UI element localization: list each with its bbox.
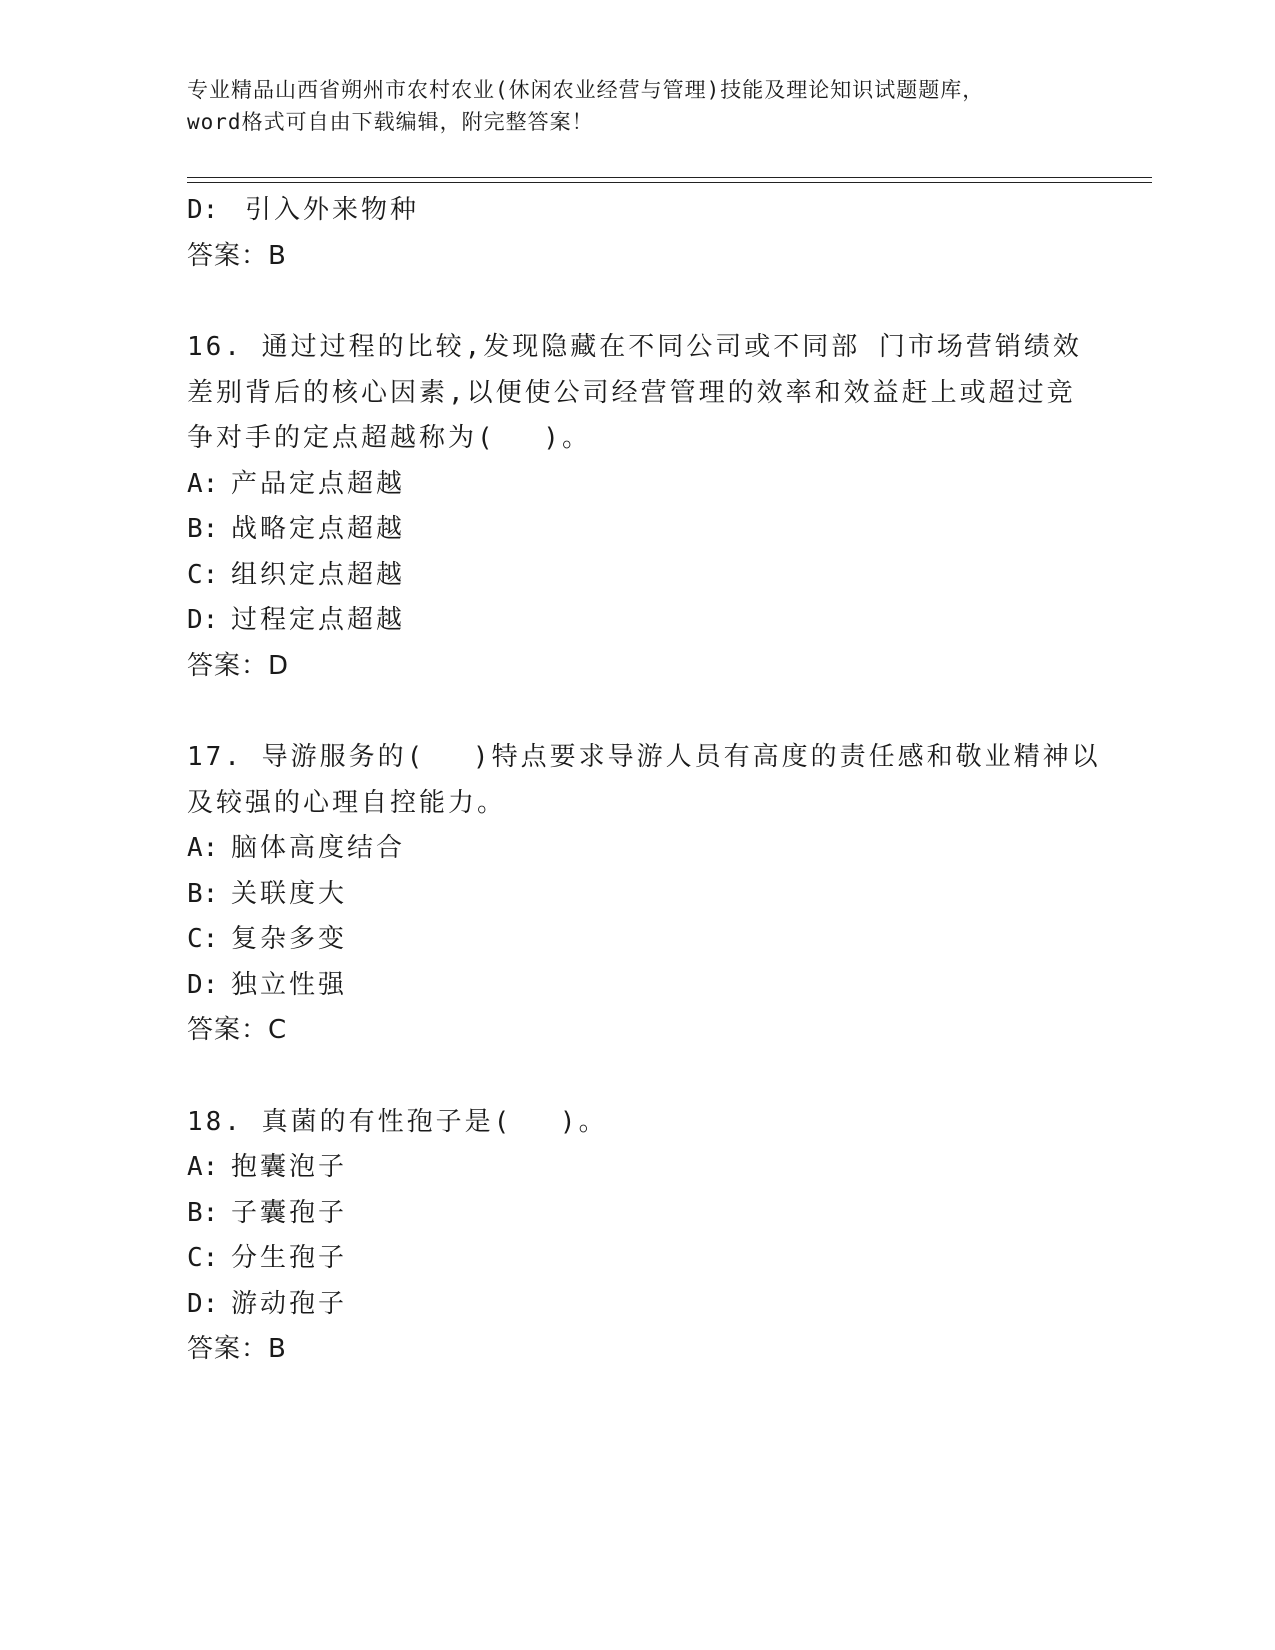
option-text: 子囊孢子 (231, 1197, 348, 1228)
question-content (187, 188, 1101, 1373)
option-letter: B: (187, 514, 219, 544)
option-c (187, 1236, 1067, 1282)
option-c (187, 553, 1067, 599)
option-letter: B: (187, 878, 219, 909)
header-divider-top (187, 177, 1152, 178)
option-d (187, 1282, 1067, 1328)
option-letter: D: (187, 1288, 219, 1319)
answer-line: 答案：B (187, 240, 287, 271)
option-text: 独立性强 (231, 969, 348, 1000)
option-letter: D: (187, 969, 219, 1000)
option-letter: A: (187, 468, 219, 499)
option-c (187, 917, 1067, 963)
option-b (187, 507, 1067, 553)
option-a (187, 1145, 1067, 1191)
option-d (187, 188, 1067, 234)
question-18 (187, 1100, 1067, 1373)
question-text-line: 16. 通过过程的比较,发现隐藏在不同公司或不同部 门市场营销绩效 (187, 332, 1082, 362)
option-letter: D: (187, 605, 219, 635)
option-b (187, 1191, 1067, 1237)
option-letter: A: (187, 833, 219, 863)
option-text: 产品定点超越 (231, 468, 406, 499)
option-text: 脑体高度结合 (231, 833, 406, 863)
question-text-line: 18. 真菌的有性孢子是( )。 (187, 1106, 608, 1137)
option-text: 关联度大 (231, 878, 348, 909)
option-text: 复杂多变 (231, 924, 348, 954)
option-letter: B: (187, 1197, 219, 1228)
header-title-line-1: 专业精品山西省朔州市农村农业(休闲农业经营与管理)技能及理论知识试题题库， (187, 78, 985, 102)
answer-line: 答案：D (187, 650, 290, 681)
option-text: 游动孢子 (231, 1288, 348, 1319)
option-d (187, 598, 1067, 644)
answer-line: 答案：B (187, 1334, 287, 1364)
question-text-line: 争对手的定点超越称为( )。 (187, 423, 591, 453)
option-letter: D: (187, 195, 219, 225)
question-text-line: 及较强的心理自控能力。 (187, 787, 507, 818)
option-a (187, 462, 1067, 508)
question-16 (187, 325, 1082, 689)
answer-line: 答案：C (187, 1015, 288, 1045)
option-d (187, 963, 1067, 1009)
option-letter: C: (187, 924, 219, 954)
question-text-line: 差别背后的核心因素,以便使公司经营管理的效率和效益赶上或超过竞 (187, 377, 1076, 408)
page-header (187, 74, 1087, 138)
option-text: 组织定点超越 (231, 559, 406, 590)
question-17 (187, 735, 1101, 1054)
option-letter: C: (187, 559, 219, 590)
option-text: 战略定点超越 (231, 514, 406, 544)
option-text: 过程定点超越 (231, 605, 406, 635)
header-title-line-2: word格式可自由下载编辑，附完整答案！ (187, 110, 594, 134)
option-b (187, 872, 1067, 918)
option-text: 抱囊泡子 (231, 1152, 348, 1182)
option-letter: C: (187, 1243, 219, 1273)
option-text: 引入外来物种 (245, 195, 420, 225)
option-a (187, 826, 1067, 872)
option-letter: A: (187, 1152, 219, 1182)
header-divider-bottom (187, 182, 1152, 183)
question-text-line: 17. 导游服务的( )特点要求导游人员有高度的责任感和敬业精神以 (187, 742, 1101, 772)
option-text: 分生孢子 (231, 1243, 348, 1273)
